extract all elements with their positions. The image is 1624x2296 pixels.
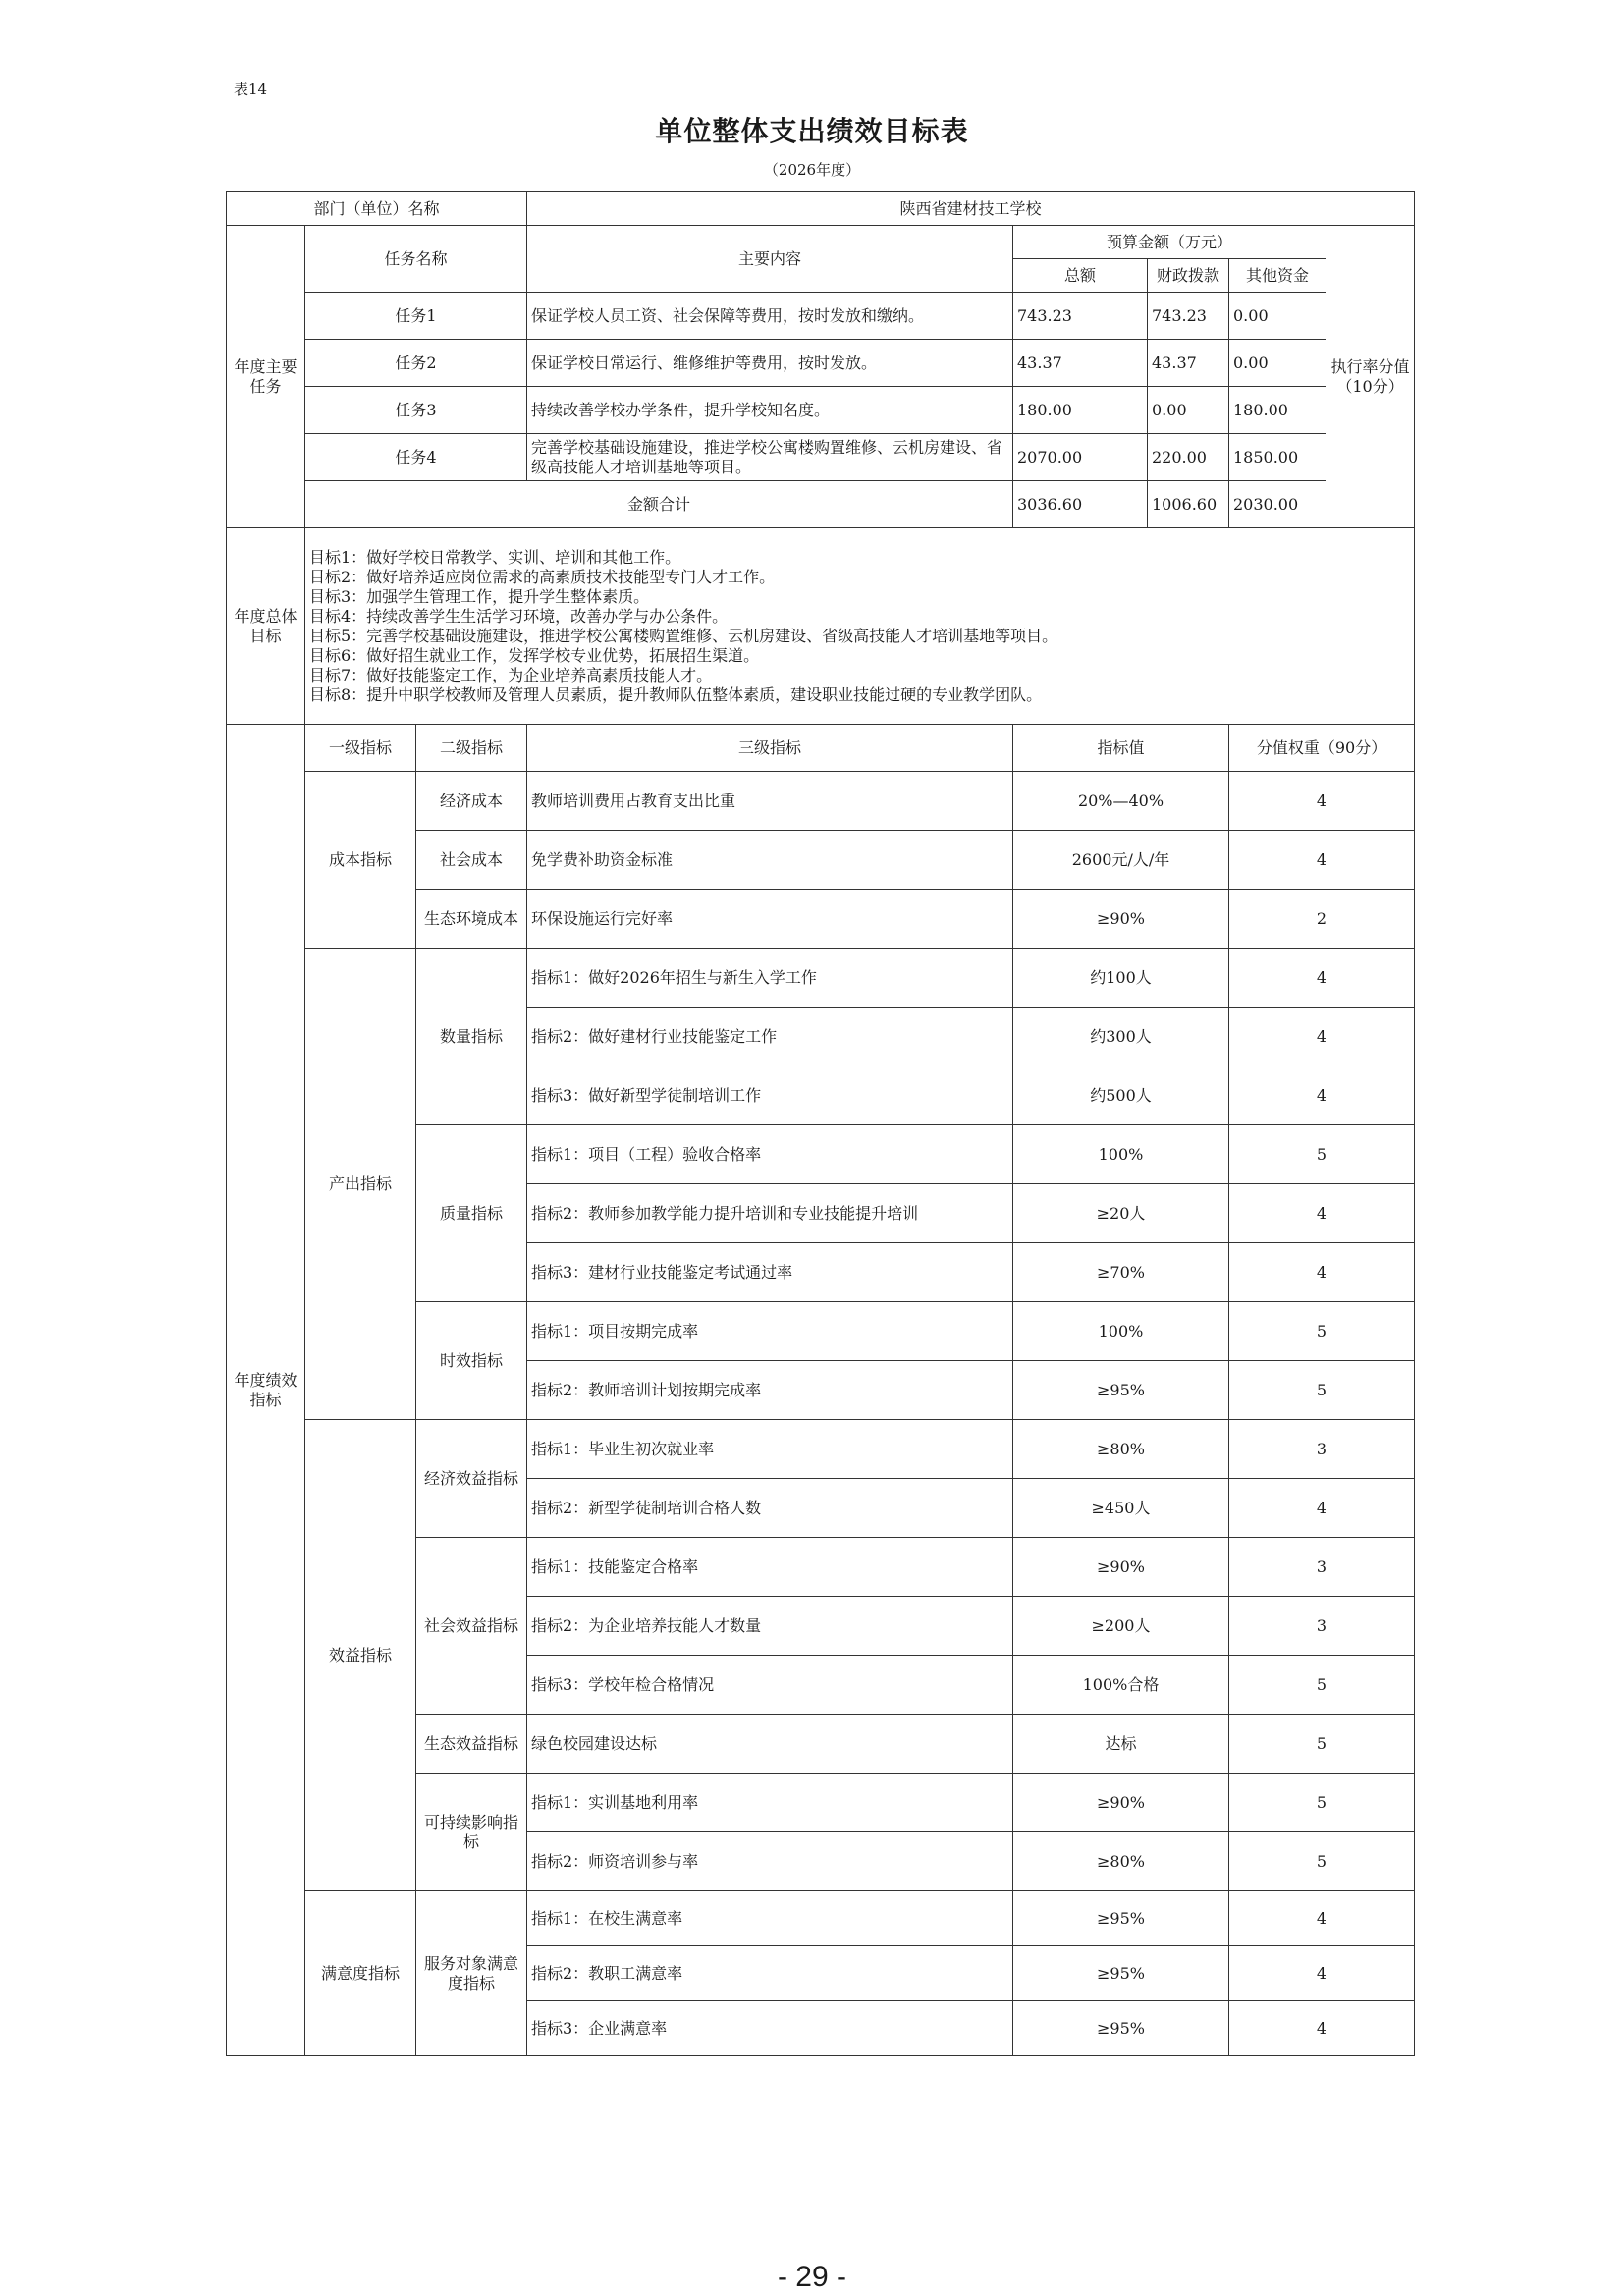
task-name: 任务2 xyxy=(305,340,527,387)
level2-name: 社会成本 xyxy=(416,831,527,890)
tasks-row-label: 年度主要任务 xyxy=(227,226,305,528)
col-budget-other: 其他资金 xyxy=(1229,259,1326,293)
goals-list xyxy=(305,528,1415,725)
goals-row-label: 年度总体目标 xyxy=(227,528,305,725)
level1-name: 效益指标 xyxy=(305,1420,416,1891)
level1-name: 产出指标 xyxy=(305,949,416,1420)
level3-name: 指标3：建材行业技能鉴定考试通过率 xyxy=(527,1243,1013,1302)
level3-name: 教师培训费用占教育支出比重 xyxy=(527,772,1013,831)
sum-label: 金额合计 xyxy=(305,481,1013,528)
task-fiscal: 43.37 xyxy=(1148,340,1229,387)
col-value: 指标值 xyxy=(1013,725,1229,772)
level3-name: 指标2：教师培训计划按期完成率 xyxy=(527,1361,1013,1420)
indicator-weight: 5 xyxy=(1229,1302,1415,1361)
dept-value: 陕西省建材技工学校 xyxy=(527,192,1415,226)
indicator-value: 约300人 xyxy=(1013,1008,1229,1066)
level2-name: 质量指标 xyxy=(416,1125,527,1302)
indicator-value: 约500人 xyxy=(1013,1066,1229,1125)
tasks-header-row xyxy=(227,226,1415,259)
level1-name: 满意度指标 xyxy=(305,1891,416,2056)
col-exec-rate: 执行率分值（10分） xyxy=(1326,226,1415,528)
task-fiscal: 0.00 xyxy=(1148,387,1229,434)
indicator-row xyxy=(227,772,1415,831)
goals-row xyxy=(227,528,1415,725)
level1-name: 成本指标 xyxy=(305,772,416,949)
level3-name: 指标2：新型学徒制培训合格人数 xyxy=(527,1479,1013,1538)
indicator-weight: 4 xyxy=(1229,1066,1415,1125)
indicator-value: ≥90% xyxy=(1013,1774,1229,1832)
indicator-value: ≥95% xyxy=(1013,1946,1229,2001)
col-task-content: 主要内容 xyxy=(527,226,1013,293)
task-content: 完善学校基础设施建设，推进学校公寓楼购置维修、云机房建设、省级高技能人才培训基地等项目。 xyxy=(527,434,1013,481)
task-fiscal: 220.00 xyxy=(1148,434,1229,481)
col-level1: 一级指标 xyxy=(305,725,416,772)
task-content: 保证学校日常运行、维修维护等费用，按时发放。 xyxy=(527,340,1013,387)
indicator-weight: 4 xyxy=(1229,1243,1415,1302)
task-row xyxy=(227,293,1415,340)
fiscal-year: （2026年度） xyxy=(763,161,861,179)
task-other: 0.00 xyxy=(1229,293,1326,340)
table-number: 表14 xyxy=(234,81,268,98)
sum-total: 3036.60 xyxy=(1013,481,1148,528)
goal-item: 目标2：做好培养适应岗位需求的高素质技术技能型专门人才工作。 xyxy=(309,567,776,586)
indicator-value: 100% xyxy=(1013,1302,1229,1361)
level3-name: 指标3：企业满意率 xyxy=(527,2001,1013,2056)
col-task-name: 任务名称 xyxy=(305,226,527,293)
indicator-value: ≥80% xyxy=(1013,1420,1229,1479)
dept-label: 部门（单位）名称 xyxy=(227,192,527,226)
col-weight: 分值权重（90分） xyxy=(1229,725,1415,772)
indicator-weight: 5 xyxy=(1229,1715,1415,1774)
task-total: 43.37 xyxy=(1013,340,1148,387)
indicators-row-label: 年度绩效指标 xyxy=(227,725,305,2056)
goal-item: 目标1：做好学校日常教学、实训、培训和其他工作。 xyxy=(309,547,681,567)
task-total: 743.23 xyxy=(1013,293,1148,340)
level2-name: 可持续影响指标 xyxy=(416,1774,527,1891)
level3-name: 指标2：师资培训参与率 xyxy=(527,1832,1013,1891)
task-other: 180.00 xyxy=(1229,387,1326,434)
level3-name: 指标2：教师参加教学能力提升培训和专业技能提升培训 xyxy=(527,1184,1013,1243)
task-row xyxy=(227,387,1415,434)
level3-name: 指标1：项目（工程）验收合格率 xyxy=(527,1125,1013,1184)
col-level2: 二级指标 xyxy=(416,725,527,772)
task-total: 180.00 xyxy=(1013,387,1148,434)
goal-item: 目标8：提升中职学校教师及管理人员素质，提升教师队伍整体素质，建设职业技能过硬的专业教学团队。 xyxy=(309,684,1043,704)
indicator-value: ≥200人 xyxy=(1013,1597,1229,1656)
col-budget-fiscal: 财政拨款 xyxy=(1148,259,1229,293)
table-body xyxy=(227,192,1415,2056)
level3-name: 指标2：教职工满意率 xyxy=(527,1946,1013,2001)
indicator-value: ≥70% xyxy=(1013,1243,1229,1302)
tasks-sum-row xyxy=(227,481,1415,528)
indicator-value: ≥80% xyxy=(1013,1832,1229,1891)
level2-name: 服务对象满意度指标 xyxy=(416,1891,527,2056)
level2-name: 经济成本 xyxy=(416,772,527,831)
task-name: 任务1 xyxy=(305,293,527,340)
indicator-value: 2600元/人/年 xyxy=(1013,831,1229,890)
indicator-weight: 4 xyxy=(1229,1008,1415,1066)
indicator-weight: 4 xyxy=(1229,772,1415,831)
indicator-weight: 2 xyxy=(1229,890,1415,949)
indicator-row xyxy=(227,949,1415,1008)
level3-name: 指标1：项目按期完成率 xyxy=(527,1302,1013,1361)
goal-item: 目标5：完善学校基础设施建设，推进学校公寓楼购置维修、云机房建设、省级高技能人才培训基地等项目。 xyxy=(309,626,1058,645)
indicator-value: ≥95% xyxy=(1013,1891,1229,1946)
level3-name: 指标1：实训基地利用率 xyxy=(527,1774,1013,1832)
col-level3: 三级指标 xyxy=(527,725,1013,772)
level3-name: 指标1：在校生满意率 xyxy=(527,1891,1013,1946)
col-budget: 预算金额（万元） xyxy=(1013,226,1326,259)
goal-item: 目标4：持续改善学生生活学习环境，改善办学与办公条件。 xyxy=(309,606,729,626)
level2-name: 经济效益指标 xyxy=(416,1420,527,1538)
indicator-weight: 4 xyxy=(1229,1946,1415,2001)
task-row xyxy=(227,434,1415,481)
page-title: 单位整体支出绩效目标表 xyxy=(655,115,969,147)
task-other: 1850.00 xyxy=(1229,434,1326,481)
task-content: 持续改善学校办学条件，提升学校知名度。 xyxy=(527,387,1013,434)
indicator-value: ≥95% xyxy=(1013,1361,1229,1420)
performance-target-table xyxy=(226,191,1415,2056)
level2-name: 时效指标 xyxy=(416,1302,527,1420)
indicator-weight: 3 xyxy=(1229,1420,1415,1479)
level2-name: 数量指标 xyxy=(416,949,527,1125)
level3-name: 指标1：毕业生初次就业率 xyxy=(527,1420,1013,1479)
indicator-weight: 4 xyxy=(1229,1184,1415,1243)
indicator-value: 达标 xyxy=(1013,1715,1229,1774)
level2-name: 生态环境成本 xyxy=(416,890,527,949)
sum-other: 2030.00 xyxy=(1229,481,1326,528)
indicator-value: 100%合格 xyxy=(1013,1656,1229,1715)
task-name: 任务3 xyxy=(305,387,527,434)
indicator-weight: 5 xyxy=(1229,1656,1415,1715)
level3-name: 指标3：学校年检合格情况 xyxy=(527,1656,1013,1715)
indicator-weight: 4 xyxy=(1229,1891,1415,1946)
sum-fiscal: 1006.60 xyxy=(1148,481,1229,528)
indicator-value: 100% xyxy=(1013,1125,1229,1184)
goal-item: 目标6：做好招生就业工作，发挥学校专业优势，拓展招生渠道。 xyxy=(309,645,760,665)
indicator-value: ≥20人 xyxy=(1013,1184,1229,1243)
indicator-weight: 5 xyxy=(1229,1361,1415,1420)
indicator-weight: 3 xyxy=(1229,1597,1415,1656)
indicator-weight: 4 xyxy=(1229,831,1415,890)
level2-name: 生态效益指标 xyxy=(416,1715,527,1774)
indicator-weight: 4 xyxy=(1229,2001,1415,2056)
indicator-row xyxy=(227,1420,1415,1479)
indicator-weight: 5 xyxy=(1229,1125,1415,1184)
level3-name: 免学费补助资金标准 xyxy=(527,831,1013,890)
indicators-header-row xyxy=(227,725,1415,772)
indicator-value: ≥450人 xyxy=(1013,1479,1229,1538)
indicator-weight: 3 xyxy=(1229,1538,1415,1597)
task-row xyxy=(227,340,1415,387)
indicator-value: ≥95% xyxy=(1013,2001,1229,2056)
task-other: 0.00 xyxy=(1229,340,1326,387)
indicator-weight: 4 xyxy=(1229,1479,1415,1538)
level3-name: 指标1：做好2026年招生与新生入学工作 xyxy=(527,949,1013,1008)
task-total: 2070.00 xyxy=(1013,434,1148,481)
task-content: 保证学校人员工资、社会保障等费用，按时发放和缴纳。 xyxy=(527,293,1013,340)
indicator-weight: 4 xyxy=(1229,949,1415,1008)
indicator-weight: 5 xyxy=(1229,1832,1415,1891)
level3-name: 绿色校园建设达标 xyxy=(527,1715,1013,1774)
task-name: 任务4 xyxy=(305,434,527,481)
col-budget-total: 总额 xyxy=(1013,259,1148,293)
level3-name: 指标2：做好建材行业技能鉴定工作 xyxy=(527,1008,1013,1066)
level3-name: 指标1：技能鉴定合格率 xyxy=(527,1538,1013,1597)
level3-name: 指标2：为企业培养技能人才数量 xyxy=(527,1597,1013,1656)
goal-item: 目标3：加强学生管理工作，提升学生整体素质。 xyxy=(309,586,650,606)
level2-name: 社会效益指标 xyxy=(416,1538,527,1715)
indicator-value: 约100人 xyxy=(1013,949,1229,1008)
indicator-value: ≥90% xyxy=(1013,890,1229,949)
level3-name: 环保设施运行完好率 xyxy=(527,890,1013,949)
indicator-value: 20%—40% xyxy=(1013,772,1229,831)
task-fiscal: 743.23 xyxy=(1148,293,1229,340)
indicator-value: ≥90% xyxy=(1013,1538,1229,1597)
goal-item: 目标7：做好技能鉴定工作，为企业培养高素质技能人才。 xyxy=(309,665,713,684)
dept-row xyxy=(227,192,1415,226)
page-number: - 29 - xyxy=(777,2261,847,2293)
indicator-weight: 5 xyxy=(1229,1774,1415,1832)
level3-name: 指标3：做好新型学徒制培训工作 xyxy=(527,1066,1013,1125)
indicator-row xyxy=(227,1891,1415,1946)
